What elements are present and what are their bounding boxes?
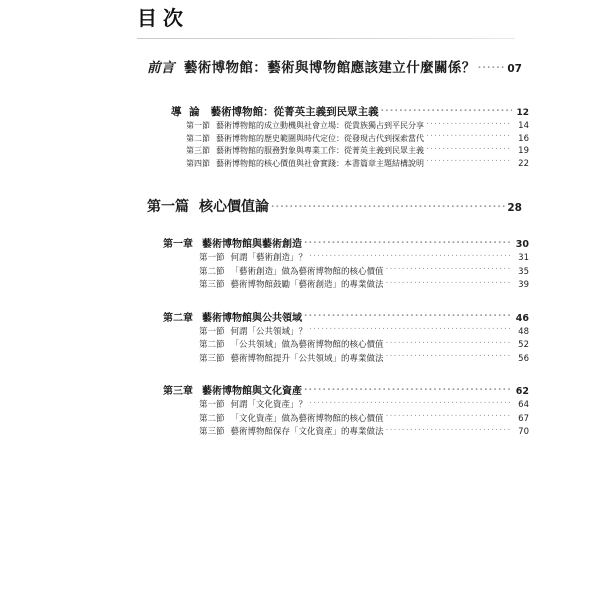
toc-leader-dots xyxy=(386,352,512,361)
toc-entry-title: 「文化資產」做為藝術博物館的核心價值 xyxy=(230,413,384,424)
toc-entry-section[interactable] xyxy=(0,251,600,263)
toc-entry-label xyxy=(186,120,424,131)
toc-leader-dots xyxy=(309,399,512,408)
toc-leader-dots xyxy=(309,252,512,261)
toc-entry-label xyxy=(163,309,302,324)
toc-leader-dots xyxy=(426,120,512,128)
toc-entry-marker: 第三節 xyxy=(199,353,225,364)
toc-entry-label xyxy=(199,412,384,424)
toc-spacer xyxy=(0,170,600,196)
toc-page-number: 48 xyxy=(518,326,529,337)
toc-entry-title: 藝術博物館保存「文化資產」的專業做法 xyxy=(230,427,384,437)
toc-entry-title: 「公共領域」做為藝術博物館的核心價值 xyxy=(230,340,384,350)
toc-entry-label xyxy=(199,325,307,337)
toc-entry-chapter[interactable] xyxy=(0,235,600,250)
toc-entry-marker: 第一節 xyxy=(199,326,225,337)
toc-entry-marker: 第二節 xyxy=(199,266,225,277)
toc-entry-section[interactable] xyxy=(0,338,600,350)
toc-leader-dots xyxy=(426,158,512,166)
toc-entry-label xyxy=(147,196,269,216)
toc-page-number: 70 xyxy=(518,427,529,437)
toc-entry-marker: 第三節 xyxy=(186,146,210,155)
toc-entry-label xyxy=(171,104,379,119)
toc-entry-marker: 前言 xyxy=(147,60,175,76)
toc-header xyxy=(137,4,515,39)
toc-page-number: 07 xyxy=(507,63,522,75)
toc-leader-dots xyxy=(426,145,512,153)
toc-entry-chapter[interactable] xyxy=(0,382,600,397)
toc-entry-marker: 第一章 xyxy=(163,239,193,250)
toc-page-number: 62 xyxy=(515,386,529,397)
toc-page-number: 35 xyxy=(518,266,529,277)
toc-leader-dots xyxy=(386,279,512,288)
toc-entry-label xyxy=(199,352,384,364)
toc-entry-section[interactable] xyxy=(0,425,600,437)
toc-page-number: 28 xyxy=(507,202,522,214)
toc-entry-label xyxy=(199,251,307,263)
toc-entry-intro-section[interactable] xyxy=(0,133,600,144)
toc-entry-marker: 第一節 xyxy=(186,121,210,130)
toc-entry-intro-section[interactable] xyxy=(0,145,600,156)
page-title: 目次 xyxy=(137,6,189,30)
toc-entry-title: 藝術博物館：從菁英主義到民眾主義 xyxy=(210,106,379,118)
toc-page-number: 64 xyxy=(518,400,529,410)
toc-entry-marker: 導 論 xyxy=(171,106,202,118)
toc-entry-marker: 第三章 xyxy=(163,386,193,397)
toc-entry-label xyxy=(199,265,384,277)
toc-entry-marker: 第二節 xyxy=(199,413,225,424)
toc-entry-section[interactable] xyxy=(0,278,600,290)
toc-entry-title: 核心價值論 xyxy=(199,199,269,215)
toc-entry-section[interactable] xyxy=(0,398,600,410)
toc-entry-title: 藝術博物館與公共領域 xyxy=(202,312,302,324)
toc-spacer xyxy=(0,218,600,235)
toc-entry-title: 何謂「藝術創造」？ xyxy=(230,253,308,263)
toc-entry-intro[interactable] xyxy=(0,104,600,119)
toc-entry-part[interactable] xyxy=(0,196,600,216)
toc-leader-dots xyxy=(304,237,512,247)
toc-spacer xyxy=(0,292,600,309)
toc-entry-label xyxy=(186,158,424,169)
toc-page-number: 16 xyxy=(518,133,529,144)
toc-entry-marker: 第四節 xyxy=(186,158,210,168)
toc-leader-dots xyxy=(381,105,512,116)
toc-entry-marker: 第三節 xyxy=(199,427,225,437)
toc-page-number: 30 xyxy=(515,239,529,250)
toc-leader-dots xyxy=(478,59,505,73)
toc-entry-marker: 第一篇 xyxy=(147,199,189,215)
toc-page-number: 56 xyxy=(518,353,529,364)
toc-entry-label xyxy=(163,382,302,397)
toc-entry-section[interactable] xyxy=(0,325,600,337)
toc-leader-dots xyxy=(386,426,512,435)
toc-page-number: 52 xyxy=(518,340,529,350)
toc-entry-preface[interactable] xyxy=(0,56,600,76)
toc-entry-title: 藝術博物館鼓勵「藝術創造」的專業做法 xyxy=(230,280,384,290)
toc-entry-chapter[interactable] xyxy=(0,309,600,324)
header-divider xyxy=(137,38,515,39)
toc-entry-title: 藝術博物館：藝術與博物館應該建立什麼關係？ xyxy=(183,60,476,76)
toc-page-number: 39 xyxy=(518,280,529,290)
toc-entry-title: 藝術博物館的核心價值與社會實踐：本書篇章主題結構說明 xyxy=(216,158,424,168)
toc-entry-label xyxy=(199,398,307,410)
toc-leader-dots xyxy=(426,133,512,141)
toc-entry-label xyxy=(199,338,384,350)
toc-entry-section[interactable] xyxy=(0,265,600,277)
toc-entry-title: 何謂「公共領域」？ xyxy=(230,326,308,337)
toc-leader-dots xyxy=(304,311,512,321)
toc-page-number: 19 xyxy=(518,146,529,156)
toc-entry-marker: 第一節 xyxy=(199,253,225,263)
toc-page-number: 22 xyxy=(518,158,529,169)
toc-spacer xyxy=(0,365,600,382)
toc-page-number: 31 xyxy=(518,253,529,263)
toc-page-number: 14 xyxy=(518,121,529,131)
toc-entry-marker: 第一節 xyxy=(199,400,225,410)
toc-entry-label xyxy=(199,278,384,290)
toc-entry-label xyxy=(147,56,476,76)
toc-entry-marker: 第二節 xyxy=(199,340,225,350)
toc-entry-section[interactable] xyxy=(0,412,600,424)
toc-entry-label xyxy=(186,145,424,156)
toc-leader-dots xyxy=(386,265,512,274)
toc-entry-title: 藝術博物館與藝術創造 xyxy=(202,239,302,250)
toc-entry-marker: 第二章 xyxy=(163,312,193,324)
toc-page-number: 12 xyxy=(516,108,529,118)
toc-entry-intro-section[interactable] xyxy=(0,158,600,169)
toc-entry-title: 何謂「文化資產」？ xyxy=(230,400,308,410)
toc-entry-list xyxy=(0,56,600,439)
toc-leader-dots xyxy=(271,197,505,211)
toc-leader-dots xyxy=(304,384,512,394)
toc-entry-intro-section[interactable] xyxy=(0,120,600,131)
toc-leader-dots xyxy=(386,412,512,421)
toc-leader-dots xyxy=(309,325,512,334)
toc-entry-label xyxy=(186,133,424,144)
toc-entry-title: 藝術博物館的服務對象與專業工作：從菁英主義到民眾主義 xyxy=(216,146,424,155)
toc-entry-label xyxy=(199,425,384,437)
toc-entry-title: 藝術博物館的成立動機與社會立場：從貴族獨占到平民分享 xyxy=(216,121,424,130)
toc-entry-title: 「藝術創造」做為藝術博物館的核心價值 xyxy=(230,266,384,277)
toc-entry-marker: 第三節 xyxy=(199,280,225,290)
toc-entry-title: 藝術博物館與文化資產 xyxy=(202,386,302,397)
toc-entry-marker: 第二節 xyxy=(186,133,210,143)
toc-entry-label xyxy=(163,235,302,250)
toc-entry-section[interactable] xyxy=(0,352,600,364)
toc-entry-title: 藝術博物館的歷史範圍與時代定位：從發現古代到探索當代 xyxy=(216,133,424,143)
toc-leader-dots xyxy=(386,339,512,348)
toc-page-number: 67 xyxy=(518,413,529,424)
toc-page-number: 46 xyxy=(515,312,529,324)
toc-entry-title: 藝術博物館提升「公共領域」的專業做法 xyxy=(230,353,384,364)
toc-spacer xyxy=(0,78,600,104)
